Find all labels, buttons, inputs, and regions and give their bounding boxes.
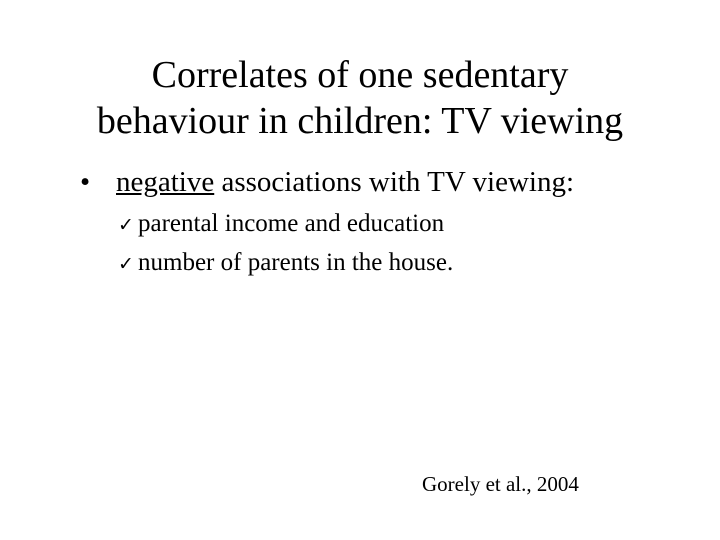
slide-title-line-1: Correlates of one sedentary [151, 54, 569, 96]
sub-item [118, 244, 453, 283]
sub-item [118, 205, 453, 244]
slide-title [40, 52, 680, 144]
main-bullet [80, 164, 574, 200]
sub-item-text: parental income and education [138, 210, 445, 237]
sub-item-text: number of parents in the house. [138, 249, 454, 276]
citation: Gorely et al., 2004 [422, 472, 579, 496]
bullet-emphasis: negative [116, 166, 215, 198]
checkmark-icon: ✓ [118, 253, 134, 275]
bullet-icon: • [80, 166, 91, 198]
checkmark-icon: ✓ [118, 214, 134, 236]
bullet-text: associations with TV viewing: [214, 166, 575, 198]
sub-list [118, 205, 453, 283]
slide-title-line-2: behaviour in children: TV viewing [96, 100, 624, 142]
